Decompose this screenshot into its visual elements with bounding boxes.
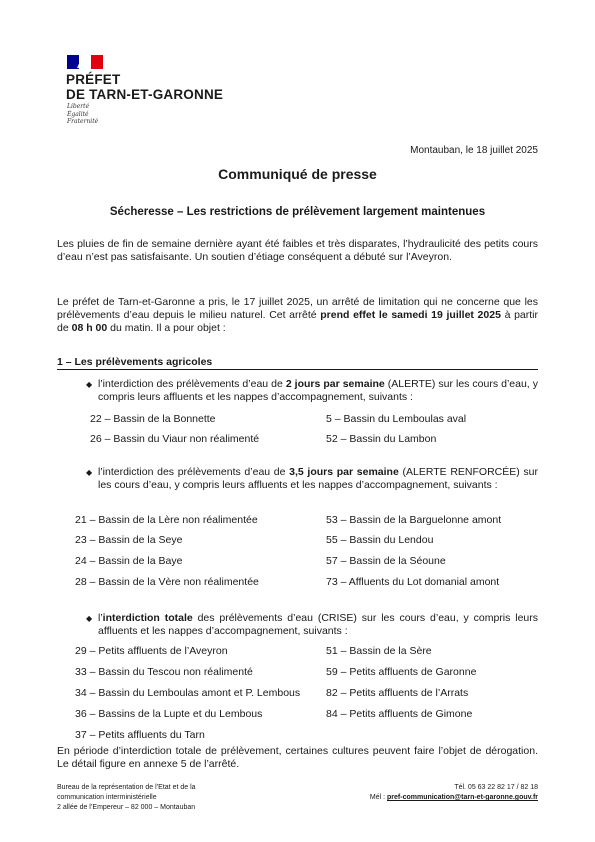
crise-total-ban: interdiction totale: [102, 612, 193, 624]
basin-item: 51 – Bassin de la Sère: [326, 645, 432, 657]
basin-item: 34 – Bassin du Lemboulas amont et P. Lembous: [75, 687, 301, 699]
prefecture-name: [66, 72, 223, 102]
footer-contact: [370, 783, 538, 803]
section-title: 1 – Les prélèvements agricoles: [57, 356, 538, 370]
basin-item: 29 – Petits affluents de l’Aveyron: [75, 645, 228, 657]
basin-item: 52 – Bassin du Lambon: [326, 433, 437, 445]
basin-item: 22 – Bassin de la Bonnette: [90, 413, 216, 425]
republic-motto: [67, 103, 98, 126]
decree-paragraph: [57, 296, 538, 335]
motto-fraternite: Fraternité: [67, 118, 99, 125]
intro-paragraph: Les pluies de fin de semaine dernière ayant été faibles et très disparates, l’hydraulicité des petits cours d’eau n’est pas satisfaisante. Un soutien d’étiage conséquent a débuté sur l’Aveyron.: [57, 238, 538, 263]
diamond-bullet-icon: ◆: [86, 468, 93, 477]
renforcee-duration: 3,5 jours par semaine: [289, 466, 399, 478]
basin-item: 59 – Petits affluents de Garonne: [326, 666, 477, 678]
footer-phone: Tél. 05 63 22 82 17 / 82 18: [454, 784, 538, 791]
footer-office-2: communication interministérielle: [57, 794, 157, 801]
basin-item: 73 – Affluents du Lot domanial amont: [326, 576, 500, 588]
motto-liberte: Liberté: [67, 103, 90, 110]
decree-effective-date: prend effet le samedi 19 juillet 2025: [320, 309, 501, 321]
basin-item: 55 – Bassin du Lendou: [326, 534, 434, 546]
alerte-renforcee-bullet: [82, 466, 538, 492]
basin-item: 21 – Bassin de la Lère non réalimentée: [75, 514, 258, 526]
document-date: Montauban, le 18 juillet 2025: [410, 145, 538, 156]
footer-email-link[interactable]: pref-communication@tarn-et-garonne.gouv.fr: [387, 794, 538, 801]
basin-item: 36 – Bassins de la Lupte et du Lembous: [75, 708, 263, 720]
diamond-bullet-icon: ◆: [86, 380, 93, 389]
basin-item: 57 – Bassin de la Séoune: [326, 555, 446, 567]
renforcee-text-end: (ALERTE RENFORCÉE) sur les cours d’eau, y compris leurs affluents et les nappes d’accompagnement, suivants :: [98, 466, 538, 491]
footer-mail-label: Mél :: [369, 794, 388, 801]
alerte-text-start: l’interdiction des prélèvements d’eau de: [98, 378, 286, 390]
marianne-logo-icon: [67, 55, 103, 69]
closing-paragraph: En période d’interdiction totale de prélèvement, certaines cultures peuvent faire l’objet de dérogation. Le détail figure en annexe 5 de l’arrêté.: [57, 745, 538, 770]
basin-item: 23 – Bassin de la Seye: [75, 534, 183, 546]
alerte-text-end: (ALERTE) sur les cours d’eau, y compris leurs affluents et les nappes d’accompagnement, suivants :: [98, 378, 538, 403]
footer-street: 2 allée de l’Empereur – 82 000 – Montauban: [57, 804, 196, 811]
basin-item: 37 – Petits affluents du Tarn: [75, 729, 205, 741]
prefecture-line2: DE TARN-ET-GARONNE: [66, 87, 224, 102]
basin-item: 5 – Bassin du Lemboulas aval: [326, 413, 467, 425]
decree-text-end: du matin. Il a pour objet :: [107, 322, 226, 334]
page-subtitle: Sécheresse – Les restrictions de prélèvement largement maintenues: [109, 206, 486, 218]
motto-egalite: Égalité: [67, 110, 89, 118]
basin-item: 53 – Bassin de la Barguelonne amont: [326, 514, 502, 526]
crise-text-end: des prélèvements d’eau (CRISE) sur les cours d’eau, y compris leurs affluents et les nappes d’accompagnement, suivants :: [98, 612, 538, 637]
renforcee-text-start: l’interdiction des prélèvements d’eau de: [98, 466, 290, 478]
basin-item: 26 – Bassin du Viaur non réalimenté: [90, 433, 260, 445]
decree-effective-time: 08 h 00: [71, 322, 108, 334]
basin-item: 84 – Petits affluents de Gimone: [326, 708, 473, 720]
footer-address: [57, 783, 196, 813]
prefecture-line1: PRÉFET: [66, 72, 121, 87]
basin-item: 33 – Bassin du Tescou non réalimenté: [75, 666, 253, 678]
basin-item: 82 – Petits affluents de l’Arrats: [326, 687, 469, 699]
crise-bullet: [82, 612, 538, 638]
decree-text-mid: à partir de: [57, 309, 538, 334]
crise-text-start: l’: [98, 612, 103, 624]
page-title: Communiqué de presse: [218, 166, 377, 182]
alerte-duration: 2 jours par semaine: [285, 378, 385, 390]
alerte-bullet: [82, 378, 538, 404]
footer-office: Bureau de la représentation de l’Etat et de la: [57, 784, 196, 791]
diamond-bullet-icon: ◆: [86, 614, 93, 623]
decree-text-start: Le préfet de Tarn-et-Garonne a pris, le 17 juillet 2025, un arrêté de limitation qui ne concerne que les prélèvements d’eau depuis le milieu naturel. Cet arrêté: [57, 296, 538, 321]
basin-item: 28 – Bassin de la Vère non réalimentée: [75, 576, 259, 588]
basin-item: 24 – Bassin de la Baye: [75, 555, 183, 567]
